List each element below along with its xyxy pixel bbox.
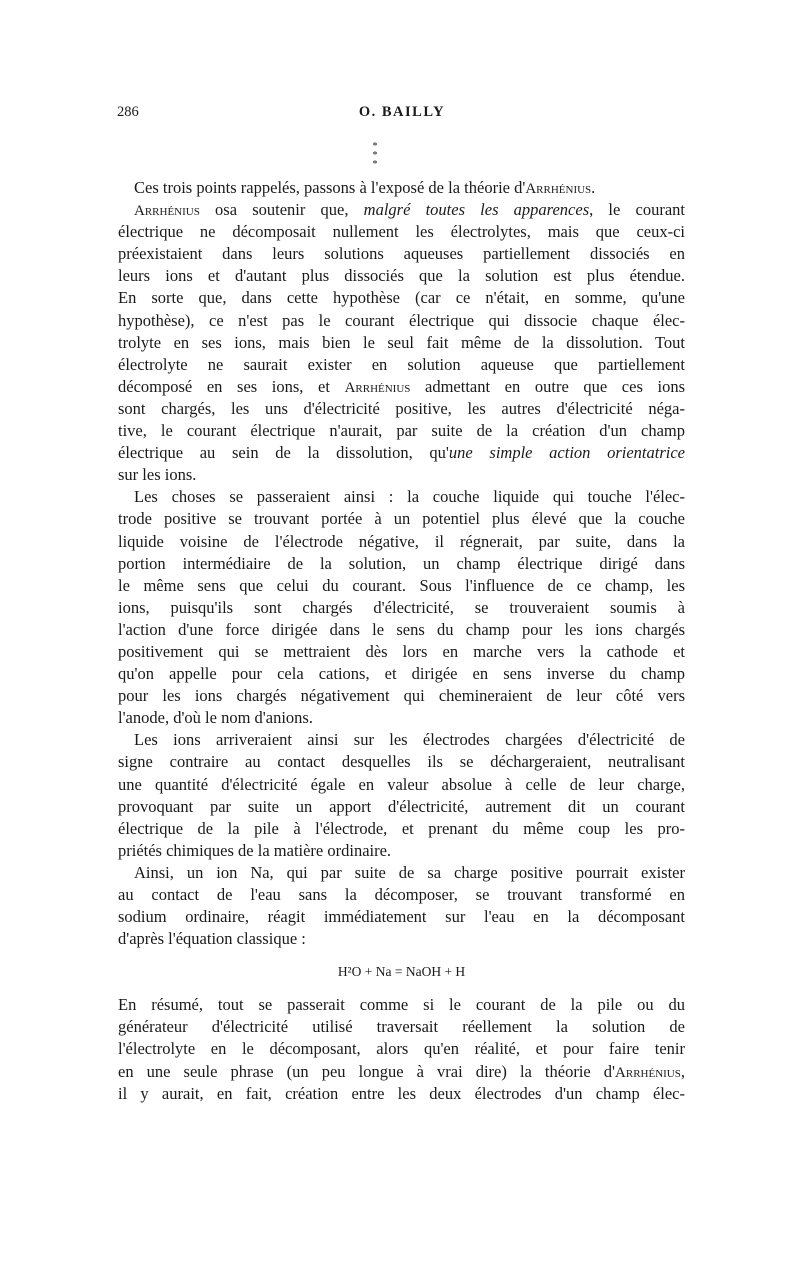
text-line: l'électrolyte en le décomposant, alors qu'en réalité, et pour faire tenir — [118, 1039, 685, 1059]
text-line: tive, le courant électrique n'aurait, par suite de la création d'un champ — [118, 421, 685, 441]
text-run: osa soutenir que, — [199, 200, 364, 220]
text-line: Les choses se passeraient ainsi : la couche liquide qui touche l'élec- — [134, 487, 685, 507]
running-head: O. BAILLY — [358, 104, 446, 120]
author-name: Arrhénius — [344, 379, 411, 396]
paragraph-6 — [118, 994, 685, 1104]
page-number: 286 — [117, 104, 139, 120]
text-line: priétés chimiques de la matière ordinaire. — [118, 840, 392, 860]
text-line: Les ions arriveraient ainsi sur les électrodes chargées d'électricité de — [134, 730, 685, 750]
text-line: leurs ions et d'autant plus dissociés que la solution est plus étendue. — [118, 266, 685, 286]
text-line: électrique de la pile à l'électrode, et prenant du même coup les pro- — [118, 818, 685, 838]
asterism-bottom: * * — [372, 150, 384, 170]
paragraph-3 — [118, 486, 685, 729]
chemical-equation: H²O + Na = NaOH + H — [337, 964, 466, 980]
text-line: liquide voisine de l'électrode négative, il régnerait, par suite, dans la — [118, 531, 685, 551]
text-run: en une seule phrase (un peu longue à vrai dire) la théorie d' — [118, 1061, 616, 1081]
text-line: l'action d'une force dirigée dans le sens du champ pour les ions chargés — [118, 619, 685, 639]
text-run: admettant en outre que ces ions — [410, 376, 685, 396]
text-run: décomposé en ses ions, et — [118, 376, 345, 396]
text-run: , — [680, 1061, 685, 1081]
text-line — [118, 1061, 685, 1083]
paragraph-1 — [118, 177, 685, 199]
italic-phrase: malgré toutes les apparences — [363, 200, 590, 220]
text-line: ions, puisqu'ils sont chargés d'électricité, se trouveraient soumis à — [118, 597, 685, 617]
text-line: une quantité d'électricité égale en valeur absolue à celle de leur charge, — [118, 774, 685, 794]
text-line: sont chargés, les uns d'électricité positive, les autres d'électricité néga- — [118, 398, 685, 418]
italic-phrase: une simple action orientatrice — [448, 443, 686, 463]
author-name: Arrhénius — [615, 1064, 681, 1081]
text-line — [118, 442, 685, 464]
author-name: Arrhénius — [134, 203, 200, 220]
paragraph-5 — [118, 862, 685, 950]
text-line: qu'on appelle pour cela cations, et dirigée en sens inverse du champ — [118, 664, 685, 684]
author-name: Arrhénius — [525, 181, 592, 197]
text-line — [118, 376, 685, 398]
body-text — [118, 177, 685, 1105]
text-line: pour les ions chargés négativement qui chemineraient de leur côté vers — [118, 686, 685, 706]
text-line: le même sens que celui du courant. Sous l'influence de ce champ, les — [118, 575, 685, 595]
text-line: En résumé, tout se passerait comme si le courant de la pile ou du — [118, 995, 685, 1015]
text-line: En sorte que, dans cette hypothèse (car ce n'était, en somme, qu'une — [118, 288, 685, 308]
text-line: signe contraire au contact desquelles ils se déchargeraient, neutralisant — [118, 752, 685, 772]
paragraph-2 — [118, 199, 685, 486]
text-line: trolyte en ses ions, mais bien le seul fait même de la dissolution. Tout — [118, 332, 685, 352]
text-line: hypothèse), ce n'est pas le courant électrique qui dissocie chaque élec- — [118, 310, 685, 330]
text-line: positivement qui se mettraient dès lors en marche vers la cathode et — [118, 641, 685, 661]
text-line: l'anode, d'où le nom d'anions. — [118, 708, 313, 728]
asterism-ornament — [360, 141, 390, 170]
text-line: portion intermédiaire de la solution, un champ électrique dirigé dans — [118, 553, 685, 573]
page-header — [117, 104, 687, 128]
text-line: il y aurait, en fait, création entre les deux électrodes d'un champ élec- — [118, 1083, 685, 1103]
text-line: électrolyte ne saurait exister en solution aqueuse que partiellement — [118, 354, 685, 374]
asterism-top: * — [372, 141, 378, 152]
text-line: préexistaient dans leurs solutions aqueuses partiellement dissociés en — [118, 244, 685, 264]
text-line — [118, 177, 685, 199]
text-line: Ainsi, un ion Na, qui par suite de sa charge positive pourrait exister — [134, 862, 685, 882]
paragraph-4 — [118, 729, 685, 862]
text-run: électrique au sein de la dissolution, qu' — [118, 443, 449, 463]
text-line: sur les ions. — [118, 465, 197, 485]
text-line: sodium ordinaire, réagit immédiatement sur l'eau en la décomposant — [118, 907, 685, 927]
text-line: au contact de l'eau sans la décomposer, se trouvant transformé en — [118, 885, 685, 904]
text-run: Ces trois points rappelés, passons à l'exposé de la théorie d' — [134, 178, 526, 197]
text-run: . — [591, 178, 596, 197]
text-line: d'après l'équation classique : — [118, 929, 306, 949]
text-line: générateur d'électricité utilisé traversait réellement la solution de — [118, 1017, 685, 1037]
text-line: trode positive se trouvant portée à un potentiel plus élevé que la couche — [118, 509, 685, 529]
text-line — [118, 199, 685, 221]
text-run: , le courant — [589, 200, 685, 220]
text-line: électrique ne décomposait nullement les électrolytes, mais que ceux-ci — [118, 222, 685, 242]
text-line: provoquant par suite un apport d'électricité, autrement dit un courant — [118, 796, 685, 816]
